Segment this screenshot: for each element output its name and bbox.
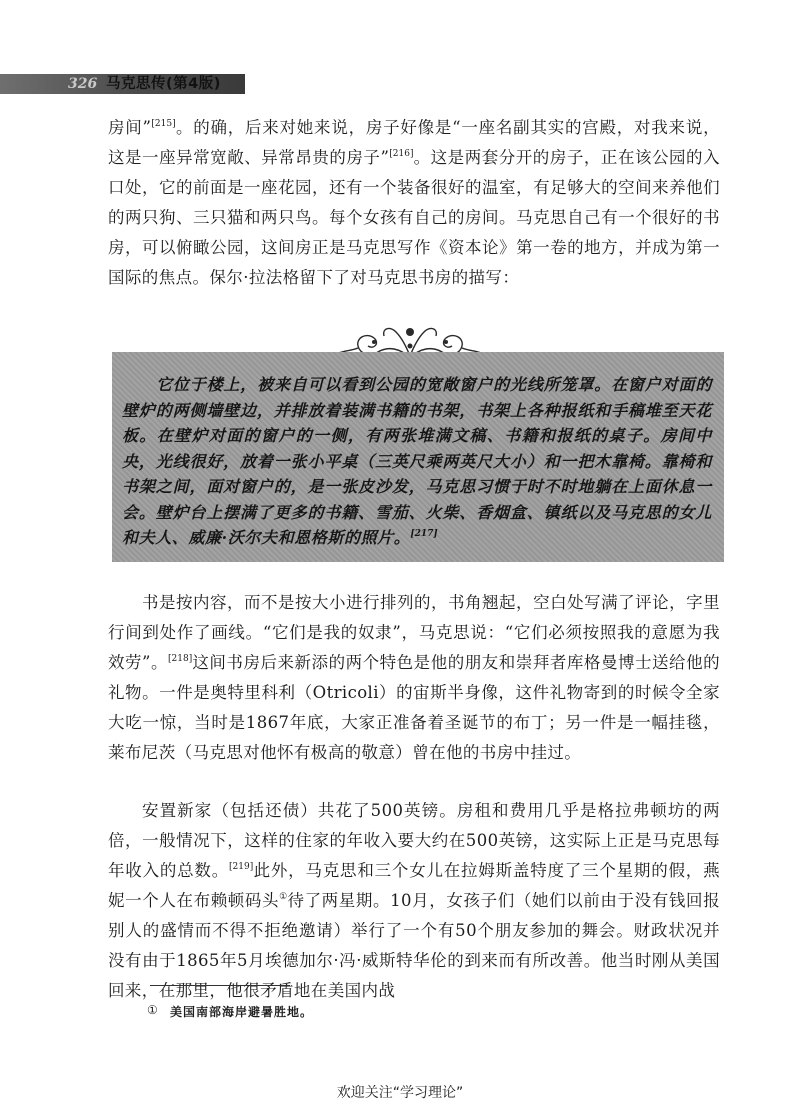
watermark-text: 欢迎关注“学习理论” (336, 1085, 464, 1101)
page-number: 326 (68, 76, 98, 92)
paragraph-1: 房间”[215]。的确，后来对她来说，房子好像是“一座名副其实的宫殿，对我来说，这是一座异常宽敞、异常昂贵的房子”[216]。这是两套分开的房子，正在该公园的入口处，它的前面是一座花园，还有一个装备很好的温室，有足够大的空间来养他们的两只狗、三只猫和两只鸟。每个女孩有自己的房间。马克思自己有一个很好的书房，可以俯瞰公园，这间房正是马克思写作《资本论》第一卷的地方，并成为第一国际的焦点。保尔·拉法格留下了对马克思书房的描写： (108, 118, 720, 287)
paragraph-3: 安置新家（包括还债）共花了500英镑。房租和费用几乎是格拉弗顿坊的两倍，一般情况下，这样的住家的年收入要大约在500英镑，这实际上正是马克思每年收入的总数。[219]此外，马克思和三个女儿在拉姆斯盖特度了三个星期的假，燕妮一个人在布赖顿码头①待了两星期。10月，女孩子们（她们以前由于没有钱回报别人的盛情而不得不拒绝邀请）举行了一个有50个朋友参加的舞会。财政状况并没有由于1865年5月埃德加尔·冯·威斯特华伦的到来而有所改善。他当时刚从美国回来，在那里，他很矛盾地在美国内战 (108, 801, 721, 1000)
paragraph-2: 书是按内容，而不是按大小进行排列的，书角翘起，空白处写满了评论，字里行间到处作了画线。“它们是我的奴隶”，马克思说：“它们必须按照我的意愿为我效劳”。[218]这间书房后来新添的两个特色是他的朋友和崇拜者库格曼博士送给他的礼物。一件是奥特里科利（Otricoli）的宙斯半身像，这件礼物寄到的时候令全家大吃一惊，当时是1867年底，大家正准备着圣诞节的布丁；另一件是一幅挂毯，莱布尼茨（马克思对他怀有极高的敬意）曾在他的书房中挂过。 (108, 593, 720, 762)
footnote-text: 美国南部海岸避暑胜地。 (170, 1005, 314, 1019)
citation-ref[interactable]: [218] (168, 654, 193, 664)
book-title: 马克思传(第4版) (106, 76, 221, 92)
footnote-ref[interactable]: ① (279, 892, 288, 902)
block-quote: 它位于楼上，被来自可以看到公园的宽敞窗户的光线所笼罩。在窗户对面的壁炉的两侧墙壁边，并排放着装满书籍的书架，书架上各种报纸和手稿堆至天花板。在壁炉对面的窗户的一侧，有两张堆满文稿、书籍和报纸的桌子。房间中央，光线很好，放着一张小平桌（三英尺乘两英尺大小）和一把木靠椅。靠椅和书架之间，面对窗户的，是一张皮沙发，马克思习惯于时不时地躺在上面休息一会。壁炉台上摆满了更多的书籍、雪茄、火柴、香烟盒、镇纸以及马克思的女儿和夫人、威廉·沃尔夫和恩格斯的照片。[217] (122, 375, 712, 547)
citation-ref[interactable]: [216] (389, 149, 414, 159)
citation-ref[interactable]: [217] (410, 529, 438, 539)
footnote-marker: ① (147, 1003, 158, 1017)
footnote-divider (150, 985, 290, 986)
running-header (0, 74, 245, 94)
citation-ref[interactable]: [215] (151, 119, 176, 129)
citation-ref[interactable]: [219] (229, 862, 254, 872)
